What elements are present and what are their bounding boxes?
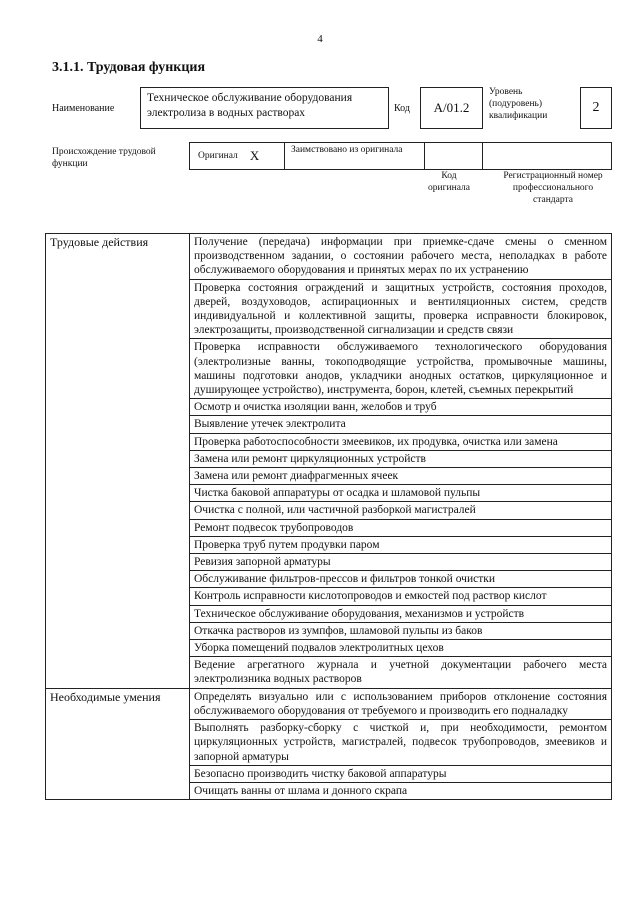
- labor-function-table: [45, 233, 612, 800]
- function-code-box: A/01.2: [420, 87, 483, 129]
- level-value-box: 2: [580, 87, 612, 129]
- labor-action-row: [46, 234, 612, 280]
- skill-row-text: Определять визуально или с использованием приборов отклонение состояния обслуживаемого оборудования от требуемого и производить его подналадку: [190, 688, 612, 719]
- name-label: Наименование: [52, 103, 115, 114]
- page-number: 4: [317, 33, 323, 45]
- labor-action-row-text: Замена или ремонт диафрагменных ячеек: [190, 468, 612, 485]
- level-label: Уровень (подуровень) квалификации: [489, 87, 548, 121]
- original-mark: X: [249, 148, 260, 163]
- labor-action-row-text: Очистка с полной, или частичной разборкой магистралей: [190, 502, 612, 519]
- labor-action-row-text: Осмотр и очистка изоляции ванн, желобов и труб: [190, 399, 612, 416]
- labor-action-row-text: Ремонт подвесок трубопроводов: [190, 519, 612, 536]
- origin-label: Происхождение трудовой функции: [52, 147, 156, 169]
- labor-action-row-text: Проверка труб путем продувки паром: [190, 536, 612, 553]
- labor-action-row-text: Получение (передача) информации при приемке-сдаче смены о сменном производственном задании, о состоянии рабочего места, неполадках в работе обслуживаемого оборудования и принятых мерах по их устранению: [190, 234, 612, 280]
- labor-action-row-text: Ведение агрегатного журнала и учетной документации рабочего места электролизника водных растворов: [190, 657, 612, 688]
- labor-action-row-text: Техническое обслуживание оборудования, механизмов и устройств: [190, 605, 612, 622]
- labor-action-row-text: Проверка исправности обслуживаемого технологического оборудования (электролизные ванны, токоподводящие устройства, промывочные машины, машины подготовки анодов, укладчики анодных остатков, циркуляционное и душирующее устройство), инструмента, борон, клетей, съемных перекрытий: [190, 339, 612, 399]
- original-code-caption: Код оригинала: [428, 171, 470, 193]
- labor-action-row-text: Обслуживание фильтров-прессов и фильтров тонкой очистки: [190, 571, 612, 588]
- skills-category: Необходимые умения: [46, 688, 190, 799]
- labor-action-row-text: Чистка баковой аппаратуры от осадка и шламовой пульпы: [190, 485, 612, 502]
- labor-action-row-text: Откачка растворов из зумпфов, шламовой пульпы из баков: [190, 622, 612, 639]
- skill-row-text: Выполнять разборку-сборку с чисткой и, при необходимости, ремонтом циркуляционных устройств, магистралей, подвесок трубопроводов, змеевиков и запорной арматуры: [190, 720, 612, 766]
- borrowed-cell: Заимствовано из оригинала: [285, 143, 425, 169]
- section-title: 3.1.1. Трудовая функция: [52, 60, 206, 75]
- original-code-cell: [425, 143, 483, 169]
- labor-action-row-text: Ревизия запорной арматуры: [190, 554, 612, 571]
- skill-row-text: Безопасно производить чистку баковой аппаратуры: [190, 765, 612, 782]
- labor-action-row-text: Контроль исправности кислотопроводов и емкостей под раствор кислот: [190, 588, 612, 605]
- labor-action-row-text: Проверка работоспособности змеевиков, их продувка, очистка или замена: [190, 433, 612, 450]
- original-cell: [190, 143, 285, 169]
- labor-action-row-text: Выявление утечек электролита: [190, 416, 612, 433]
- labor-actions-category: Трудовые действия: [46, 234, 190, 689]
- original-label: Оригинал: [198, 151, 238, 161]
- registration-number-caption: Регистрационный номер профессионального стандарта: [503, 171, 603, 205]
- code-label: Код: [394, 103, 410, 114]
- registration-number-cell: [483, 143, 611, 169]
- labor-action-row-text: Уборка помещений подвалов электролитных цехов: [190, 640, 612, 657]
- origin-row: [189, 142, 612, 170]
- labor-action-row-text: Замена или ремонт циркуляционных устройств: [190, 450, 612, 467]
- skill-row: [46, 688, 612, 719]
- labor-action-row-text: Проверка состояния ограждений и защитных устройств, состояния проходов, дверей, воздуховодов, аспирационных и вентиляционных систем, средств индивидуальной и коллективной защиты, проверка исправности блокировок, электрозащиты, производственной сигнализации и средств связи: [190, 279, 612, 339]
- function-name-box: Техническое обслуживание оборудования электролиза в водных растворах: [140, 87, 389, 129]
- skill-row-text: Очищать ванны от шлама и донного скрапа: [190, 782, 612, 799]
